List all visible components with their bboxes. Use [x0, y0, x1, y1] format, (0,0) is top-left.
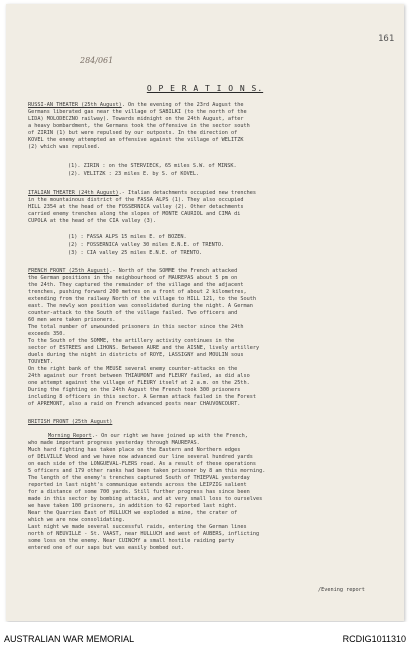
text-line: HILL 2354 at the head of the FOSSERNICA valley (2). Other detachments	[28, 204, 244, 210]
text-line: During the fighting on the 24th August the French took 300 prisoners	[28, 387, 241, 393]
text-line: on each side of the LONGUEVAL-FLERS road. As a result of these operations	[28, 461, 256, 467]
section-heading-line	[48, 433, 248, 440]
text-line: of ZIRIN (1) but were repulsed by our outposts. In the direction of	[28, 130, 238, 136]
text-line: the 24th. They captured the remainder of the village and the adjacent	[28, 282, 244, 288]
text-line: exceeds 350.	[28, 331, 66, 337]
continuation-note: /Evening report	[318, 587, 365, 593]
footnote-line: (1) : FASSA ALPS 15 miles E. of BOZEN.	[68, 234, 187, 240]
text-line: some loss on the enemy. Near CUINCHY a small hostile raiding party	[28, 538, 235, 544]
text-line: a heavy bombardment, the Germans took the offensive in the sector south	[28, 123, 250, 129]
text-line: .- North of the SOMME the French attacked	[109, 268, 238, 274]
text-line: The total number of unwounded prisoners in this sector since the 24th	[28, 324, 244, 330]
section-heading-line	[28, 419, 112, 426]
text-line: of DELVILLE Wood and we have now advanced our line several hundred yards	[28, 454, 253, 460]
text-line: 5 officers and 179 other ranks had been taken prisoner by 8 am this morning.	[28, 468, 266, 474]
text-line: On the right bank of the MEUSE several enemy counter-attacks on the	[28, 366, 238, 372]
document-page	[6, 4, 404, 621]
section-heading-russian: RUSSI-AN THEATER (25th August)	[28, 102, 122, 108]
text-line: The length of the enemy's trenches captured South of THIEPVAL yesterday	[28, 475, 250, 481]
footnote-line: (1). ZIRIN : on the STERVIECK, 65 miles S.W. of MINSK.	[68, 163, 237, 169]
text-line: .- On our right we have joined up with the French,	[91, 433, 248, 439]
text-line: sector of ESTREES and LIHONS. Between AURE and the AISNE, lively artillery	[28, 345, 260, 351]
text-line: made in this sector by bombing attacks, and at very small loss to ourselves	[28, 496, 263, 502]
text-line: including 8 officers in this sector. A German attack failed in the Forest	[28, 394, 256, 400]
text-line: .- Italian detachments occupied new trenches	[118, 190, 256, 196]
text-line: Much hard fighting has taken place on the Eastern and Northern edges	[28, 447, 241, 453]
text-line: entered one of our saps but was easily bombed out.	[28, 545, 185, 551]
section-heading-line	[28, 268, 237, 275]
page-number: 161	[378, 34, 395, 44]
text-line: 60 men were taken prisoners.	[28, 317, 116, 323]
text-line: Near the Quarries East of HULLUCH we exploded a mine, the crater of	[28, 510, 238, 516]
footnote-line: (2) : FOSSERNICA valley 30 miles E.N.E. of TRENTO.	[68, 242, 225, 248]
section-heading-italian: ITALIAN THEATER (24th August)	[28, 190, 119, 196]
footnote-line: (2). VELITZK : 23 miles E. by S. of KOVEL.	[68, 171, 200, 177]
text-line: (2) which was repulsed.	[28, 144, 100, 150]
handwritten-note: 284/061	[80, 56, 114, 65]
text-line: east. The newly won position was consolidated during the night. A German	[28, 303, 253, 309]
footer-bar	[0, 622, 412, 654]
footer-record-id: RCDIG1011310	[342, 634, 406, 644]
text-line: LIDA) MOLODECZNO railway). Towards midnight on the 24th August, after	[28, 116, 244, 122]
text-line: . On the evening of the 23rd August the	[121, 102, 244, 108]
text-line: duels during the night in districts of ROYE, LASSIGNY and MOULIN sous	[28, 352, 244, 358]
text-line: north of NEUVILLE - St. VAAST, near HULLUCH and west of AUBERS, inflicting	[28, 531, 260, 537]
text-line: which we are now consolidating.	[28, 517, 125, 523]
text-line: carried enemy trenches along the slopes of MONTE CAURIOL and CIMA di	[28, 211, 241, 217]
text-line: Last night we made several successful raids, entering the German lines	[28, 524, 247, 530]
text-line: the German positions in the neighbourhood of MAUREPAS about 5 pm on	[28, 275, 238, 281]
section-heading-british: BRITISH FRONT (25th August)	[28, 419, 113, 425]
document-title: O P E R A T I O N S.	[146, 84, 264, 93]
text-line: TOUVENT.	[28, 359, 53, 365]
text-line: CUPOLA at the head of the CIA valley (3).	[28, 218, 157, 224]
text-line: we have taken 100 prisoners, in addition to 62 reported last night.	[28, 503, 238, 509]
footnote-line: (3) : CIA valley 25 miles E.N.E. of TRENTO.	[68, 250, 203, 256]
section-heading-french: FRENCH FRONT (25th August)	[28, 268, 110, 274]
text-line: 24th against our front between THIAUMONT and FLEURY failed, as did also	[28, 373, 250, 379]
text-line: extending from the railway North of the village to HILL 121, to the South	[28, 296, 256, 302]
text-line: To the South of the SOMME, the artillery activity continues in the	[28, 338, 235, 344]
text-line: for a distance of some 700 yards. Still further progress has since been	[28, 489, 250, 495]
section-heading-line	[28, 190, 256, 197]
text-line: trenches, pushing forward 200 metres on a front of about 2 kilometres,	[28, 289, 247, 295]
footer-source: AUSTRALIAN WAR MEMORIAL	[4, 634, 135, 644]
text-line: in the mountainous district of the FASSA ALPS (1). They also occupied	[28, 197, 244, 203]
section-heading-line	[28, 102, 244, 109]
text-line: one attempt against the village of FLEURY itself at 2 a.m. on the 25th.	[28, 380, 250, 386]
text-line: reported in last night's communique extends across the LEIPZIG salient	[28, 482, 247, 488]
text-line: who made important progress yesterday through MAUREPAS.	[28, 440, 200, 446]
text-line: counter-attack to the South of the village failed. Two officers and	[28, 310, 238, 316]
text-line: KOVEL the enemy attempted an offensive against the village of WELITZK	[28, 137, 244, 143]
text-line: Germans liberated gas near the village of SABILKI (to the north of the	[28, 109, 247, 115]
subheading-morning-report: Morning Report	[48, 433, 92, 439]
text-line: of APREMONT, also a raid on French advanced posts near CHAUVONCOURT.	[28, 401, 241, 407]
